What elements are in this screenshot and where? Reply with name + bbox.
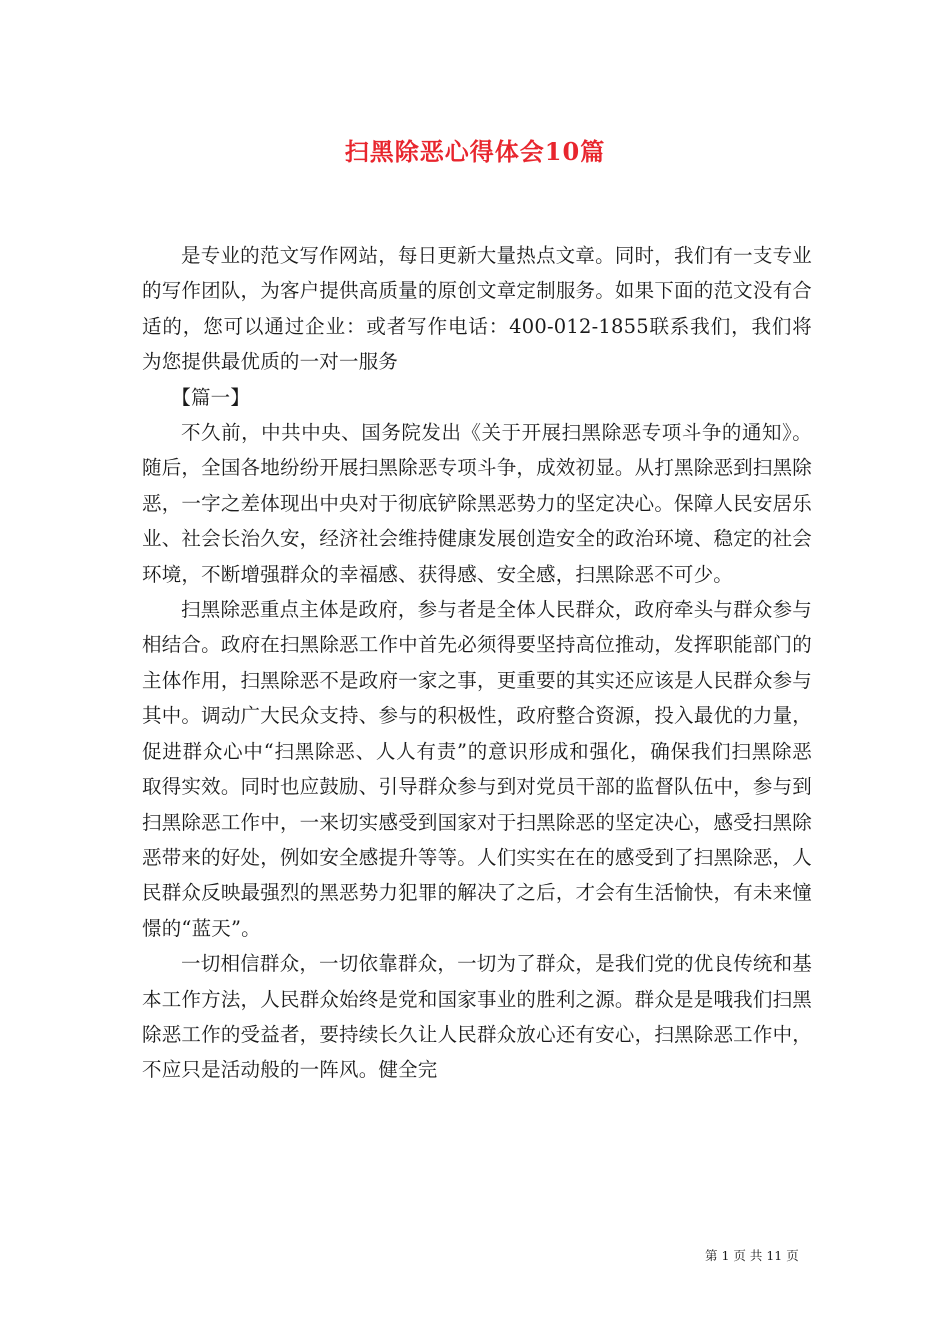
section-heading: 【篇一】	[171, 385, 251, 409]
body-paragraph: 一切相信群众，一切依靠群众，一切为了群众，是我们党的优良传统和基本工作方法，人民群众始终是党和国家事业的胜利之源。群众是是哦我们扫黑除恶工作的受益者，要持续长久让人民群众放心还有安心，扫黑除恶工作中，不应只是活动般的一阵风。健全完	[142, 952, 812, 1082]
document-body	[142, 238, 812, 1088]
body-paragraph: 不久前，中共中央、国务院发出《关于开展扫黑除恶专项斗争的通知》。随后，全国各地纷纷开展扫黑除恶专项斗争，成效初显。从打黑除恶到扫黑除恶，一字之差体现出中央对于彻底铲除黑恶势力的坚定决心。保障人民安居乐业、社会长治久安，经济社会维持健康发展创造安全的政治环境、稳定的社会环境，不断增强群众的幸福感、获得感、安全感，扫黑除恶不可少。	[142, 421, 812, 586]
page-number: 第 1 页 共 11 页	[705, 1248, 799, 1263]
body-paragraph: 扫黑除恶重点主体是政府，参与者是全体人民群众，政府牵头与群众参与相结合。政府在扫黑除恶工作中首先必须得要坚持高位推动，发挥职能部门的主体作用，扫黑除恶不是政府一家之事，更重要的其实还应该是人民群众参与其中。调动广大民众支持、参与的积极性，政府整合资源，投入最优的力量，促进群众心中“扫黑除恶、人人有责”的意识形成和强化，确保我们扫黑除恶取得实效。同时也应鼓励、引导群众参与到对党员干部的监督队伍中，参与到扫黑除恶工作中，一来切实感受到国家对于扫黑除恶的坚定决心，感受扫黑除恶带来的好处，例如安全感提升等等。人们实实在在的感受到了扫黑除恶，人民群众反映最强烈的黑恶势力犯罪的解决了之后，才会有生活愉快，有未来憧憬的“蓝天”。	[142, 598, 812, 940]
document-title: 扫黑除恶心得体会10篇	[344, 137, 606, 166]
intro-paragraph: 是专业的范文写作网站，每日更新大量热点文章。同时，我们有一支专业的写作团队，为客户提供高质量的原创文章定制服务。如果下面的范文没有合适的，您可以通过企业：或者写作电话：400-012-1855联系我们，我们将为您提供最优质的一对一服务	[142, 244, 812, 374]
